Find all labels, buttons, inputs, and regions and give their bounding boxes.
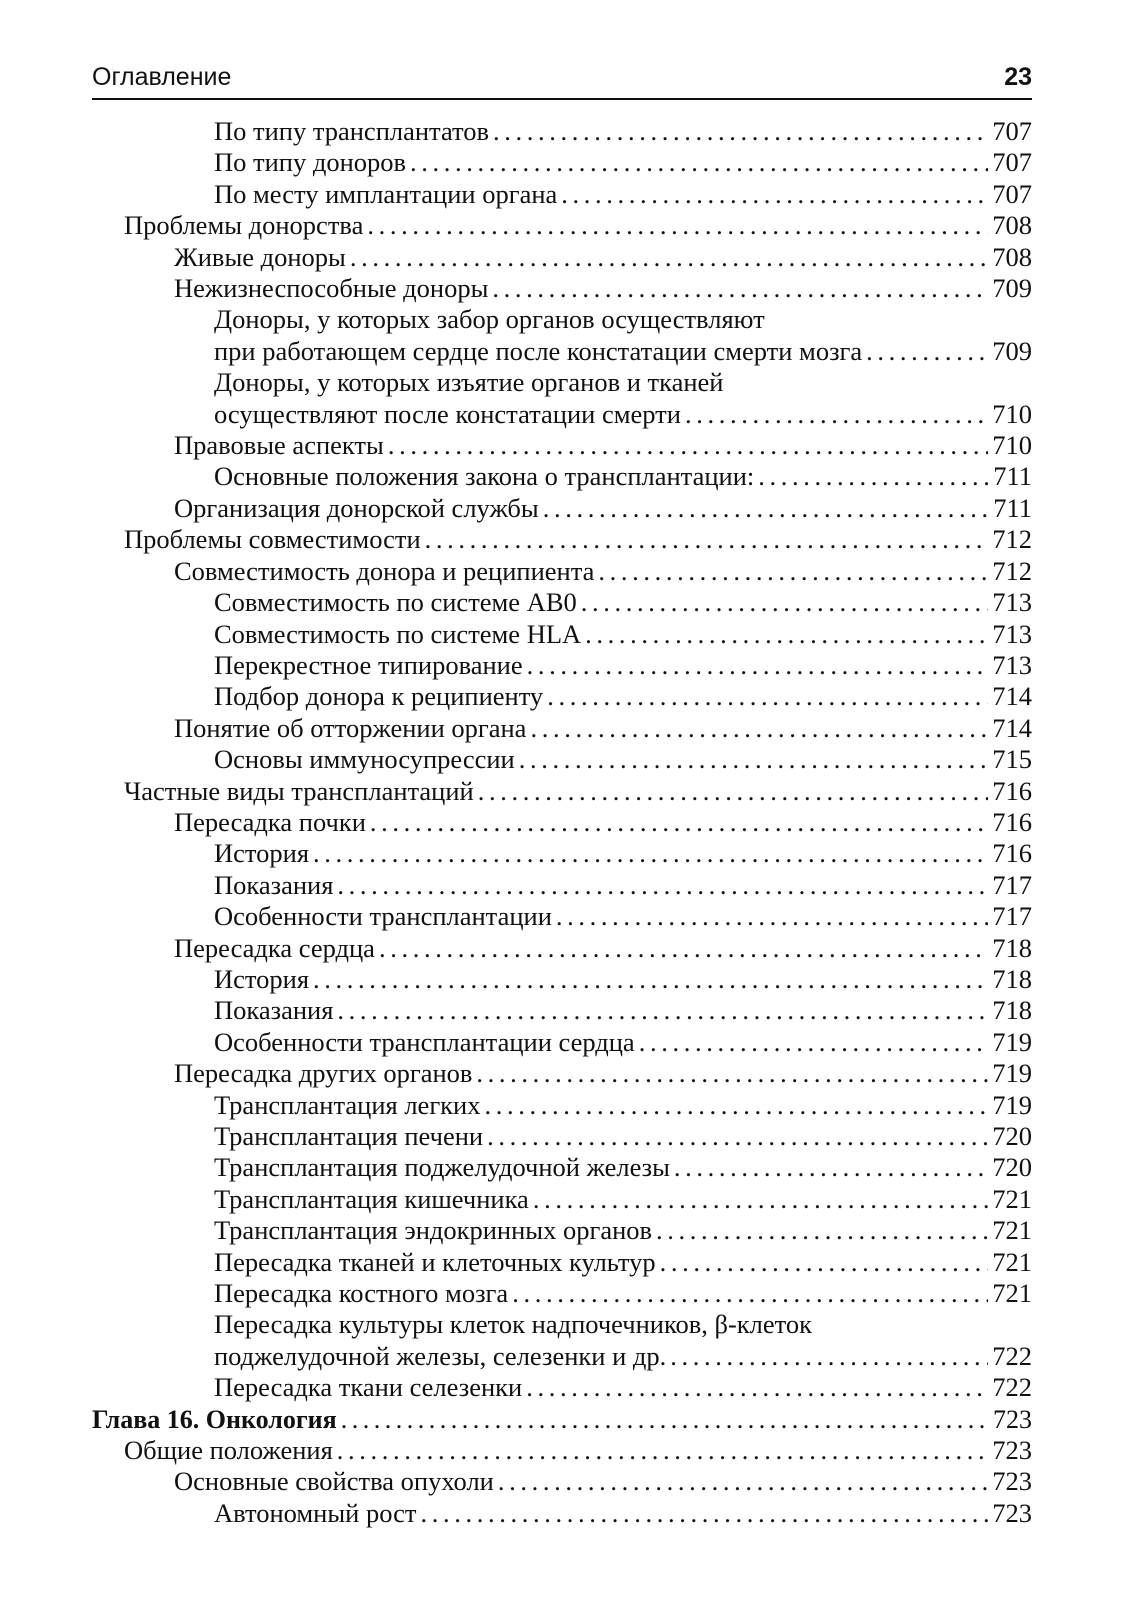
toc-entry-title: Особенности трансплантации сердца	[214, 1026, 635, 1057]
dot-leader	[526, 1372, 988, 1403]
toc-entry-title: Автономный рост	[214, 1497, 417, 1528]
toc-entry	[92, 179, 1032, 210]
toc-entry-page: 721	[992, 1246, 1032, 1277]
toc-entry-page: 718	[992, 963, 1032, 994]
toc-entry-title: История	[214, 838, 310, 869]
toc-entry-title: Трансплантация поджелудочной железы	[214, 1152, 670, 1183]
toc-entry	[92, 1278, 1032, 1309]
toc-entry-page: 719	[992, 1058, 1032, 1089]
toc-entry	[92, 273, 1032, 304]
toc-entry-page: 710	[992, 398, 1032, 429]
toc-entry-page: 711	[993, 461, 1032, 492]
dot-leader	[341, 1404, 989, 1435]
toc-entry-title: Глава 16. Онкология	[92, 1404, 337, 1434]
toc-entry-page: 720	[992, 1152, 1032, 1183]
toc-entry-title: Пересадка ткани селезенки	[214, 1372, 523, 1403]
dot-leader	[556, 901, 988, 932]
toc-entry	[92, 1372, 1032, 1403]
dot-leader	[420, 1498, 988, 1529]
dot-leader	[492, 273, 988, 304]
toc-entry-title: Пересадка тканей и клеточных культур	[214, 1246, 656, 1277]
toc-entry-page: 721	[992, 1215, 1032, 1246]
toc-entry-page: 723	[992, 1497, 1032, 1528]
dot-leader	[581, 587, 988, 618]
dot-leader	[313, 964, 988, 995]
toc-entry-page: 709	[992, 335, 1032, 366]
toc-entry-title: Трансплантация кишечника	[214, 1183, 529, 1214]
toc-entry	[92, 1466, 1032, 1497]
toc-entry-title: Понятие об отторжении органа	[174, 712, 527, 743]
toc-entry	[92, 1435, 1032, 1466]
toc-entry-page: 708	[992, 210, 1032, 241]
dot-leader	[758, 461, 989, 492]
toc-entry	[92, 681, 1032, 712]
toc-entry-page: 711	[993, 492, 1032, 523]
toc-entry	[92, 1090, 1032, 1121]
dot-leader	[379, 933, 988, 964]
toc-entry-title-continuation: осуществляют после констатации смерти	[214, 398, 681, 429]
toc-entry	[92, 713, 1032, 744]
dot-leader	[543, 493, 990, 524]
toc-entry	[92, 901, 1032, 932]
toc-entry	[92, 870, 1032, 901]
dot-leader	[337, 995, 988, 1026]
dot-leader	[530, 713, 988, 744]
dot-leader	[478, 776, 989, 807]
toc-entry	[92, 524, 1032, 555]
toc-entry-page: 719	[992, 1026, 1032, 1057]
toc-entry-title: Нежизнеспособные доноры	[174, 273, 489, 304]
toc-entry	[92, 556, 1032, 587]
dot-leader	[561, 179, 988, 210]
dot-leader	[388, 430, 988, 461]
toc-entry-title: Организация донорской службы	[174, 492, 539, 523]
toc-entry-title: Показания	[214, 869, 334, 900]
toc-entry	[92, 933, 1032, 964]
toc-entry-title: По типу трансплантатов	[214, 116, 490, 146]
dot-leader	[656, 1215, 988, 1246]
toc-entry	[92, 1247, 1032, 1278]
dot-leader	[410, 147, 988, 178]
toc-entry	[92, 1404, 1032, 1435]
dot-leader	[527, 650, 989, 681]
toc-entry-page: 710	[992, 430, 1032, 461]
toc-entry	[92, 995, 1032, 1026]
toc-entry-title-continuation: поджелудочной железы, селезенки и др.	[214, 1340, 667, 1371]
dot-leader	[519, 744, 989, 775]
toc-entry-page: 713	[992, 618, 1032, 649]
toc-entry-page: 720	[992, 1121, 1032, 1151]
toc-entry	[92, 1027, 1032, 1058]
toc-entry-page: 713	[992, 649, 1032, 680]
toc-entry	[92, 650, 1032, 681]
toc-entry-title: История	[214, 963, 310, 994]
toc-entry	[92, 964, 1032, 995]
toc-entry	[92, 1309, 1032, 1372]
toc-entry-title: Проблемы донорства	[124, 210, 364, 241]
toc-entry	[92, 430, 1032, 461]
dot-leader	[866, 336, 988, 367]
toc-entry-page: 722	[992, 1372, 1032, 1403]
dot-leader	[533, 1184, 988, 1215]
toc-entry-page: 723	[992, 1466, 1032, 1497]
toc-entry-page: 707	[992, 147, 1032, 178]
dot-leader	[367, 210, 988, 241]
toc-entry-title-continuation: при работающем сердце после констатации смерти мозга	[214, 335, 863, 366]
toc-entry-page: 716	[992, 775, 1032, 806]
toc-entry-title: По типу доноров	[214, 147, 407, 178]
toc-entry-title: Особенности трансплантации	[214, 901, 552, 932]
toc-entry-title: Совместимость по системе HLA	[214, 618, 582, 649]
toc-entry	[92, 367, 1032, 430]
toc-entry	[92, 210, 1032, 241]
toc-entry-title: Живые доноры	[174, 241, 346, 272]
toc-entry-page: 722	[992, 1340, 1032, 1371]
toc-entry-page: 714	[992, 712, 1032, 743]
toc-entry	[92, 587, 1032, 618]
toc-entry-page: 712	[992, 524, 1032, 555]
dot-leader	[670, 1341, 988, 1372]
dot-leader	[337, 1435, 988, 1466]
toc-entry-title: Доноры, у которых забор органов осуществляют	[214, 304, 765, 335]
toc-entry-title: Пересадка других органов	[174, 1058, 473, 1089]
toc-entry	[92, 147, 1032, 178]
dot-leader	[685, 399, 988, 430]
toc-entry	[92, 493, 1032, 524]
dot-leader	[370, 807, 988, 838]
toc-entry-title: Трансплантация эндокринных органов	[214, 1215, 653, 1246]
dot-leader	[487, 1121, 988, 1152]
dot-leader	[337, 870, 988, 901]
toc-entry-title: Подбор донора к реципиенту	[214, 681, 544, 712]
toc-entry-title: Трансплантация легких	[214, 1089, 481, 1120]
running-title: Оглавление	[92, 63, 232, 91]
dot-leader	[660, 1247, 989, 1278]
page-number: 23	[1004, 63, 1032, 91]
dot-leader	[485, 1090, 989, 1121]
toc-entry-title: Проблемы совместимости	[124, 524, 421, 555]
toc-entry	[92, 1058, 1032, 1089]
toc-entry-title: Пересадка сердца	[174, 932, 375, 963]
toc-entry-page: 708	[992, 241, 1032, 272]
toc-entry-title: Основные свойства опухоли	[174, 1466, 494, 1497]
toc-entry-title: По месту имплантации органа	[214, 178, 558, 209]
toc-entry-title: Трансплантация печени	[214, 1121, 484, 1151]
toc-entry-page: 714	[992, 681, 1032, 712]
toc-entry-page: 712	[992, 555, 1032, 586]
dot-leader	[585, 619, 988, 650]
toc-entry-title: Пересадка культуры клеток надпочечников, β-клеток	[214, 1309, 813, 1340]
toc-entry-title: Основные положения закона о трансплантации:	[214, 461, 755, 492]
dot-leader	[498, 1466, 988, 1497]
toc-entry-page: 721	[992, 1183, 1032, 1214]
toc-entry-page: 717	[992, 869, 1032, 900]
running-header	[92, 60, 1032, 100]
toc-entry-page: 715	[992, 744, 1032, 775]
toc-entry	[92, 1498, 1032, 1529]
toc-entry	[92, 744, 1032, 775]
toc-entry	[92, 807, 1032, 838]
dot-leader	[476, 1058, 988, 1089]
toc-entry	[92, 776, 1032, 807]
dot-leader	[639, 1027, 989, 1058]
toc-entry-page: 707	[992, 116, 1032, 146]
toc-entry	[92, 1152, 1032, 1183]
toc-entry-page: 723	[992, 1435, 1032, 1466]
toc-entry	[92, 838, 1032, 869]
toc-entry	[92, 242, 1032, 273]
toc-entry-title: Правовые аспекты	[174, 430, 384, 461]
toc-entry-title: Показания	[214, 995, 334, 1026]
dot-leader	[547, 681, 988, 712]
dot-leader	[493, 116, 988, 147]
toc-entry-page: 717	[992, 901, 1032, 932]
toc-entry-page: 709	[992, 273, 1032, 304]
toc-entry-title: Совместимость по системе AB0	[214, 587, 577, 618]
toc-entry-page: 716	[992, 838, 1032, 869]
dot-leader	[674, 1152, 988, 1183]
toc-entry-title: Основы иммуносупрессии	[214, 744, 515, 775]
dot-leader	[598, 556, 988, 587]
toc-entry	[92, 1215, 1032, 1246]
toc-entry-page: 716	[992, 806, 1032, 837]
toc-entry-page: 723	[993, 1404, 1032, 1434]
toc-entry	[92, 304, 1032, 367]
toc-entry	[92, 116, 1032, 147]
dot-leader	[512, 1278, 988, 1309]
toc-entry	[92, 461, 1032, 492]
toc-entry-page: 707	[992, 178, 1032, 209]
dot-leader	[350, 242, 988, 273]
dot-leader	[425, 524, 989, 555]
toc-entry-page: 719	[992, 1089, 1032, 1120]
toc-entry-page: 713	[992, 587, 1032, 618]
toc-entry	[92, 1184, 1032, 1215]
dot-leader	[313, 838, 988, 869]
toc-entry-page: 718	[992, 932, 1032, 963]
toc-entry	[92, 619, 1032, 650]
toc-entry-title: Перекрестное типирование	[214, 649, 523, 680]
toc-entry-page: 718	[992, 995, 1032, 1026]
toc-entry-title: Пересадка костного мозга	[214, 1278, 509, 1309]
toc-entry-page: 721	[992, 1278, 1032, 1309]
toc-entry-title: Общие положения	[124, 1435, 333, 1466]
toc-entry-title: Совместимость донора и реципиента	[174, 555, 595, 586]
table-of-contents	[92, 116, 1032, 1529]
toc-entry-title: Частные виды трансплантаций	[124, 775, 474, 806]
toc-entry-title: Пересадка почки	[174, 806, 366, 837]
toc-entry	[92, 1121, 1032, 1152]
toc-entry-title: Доноры, у которых изъятие органов и тканей	[214, 367, 724, 398]
